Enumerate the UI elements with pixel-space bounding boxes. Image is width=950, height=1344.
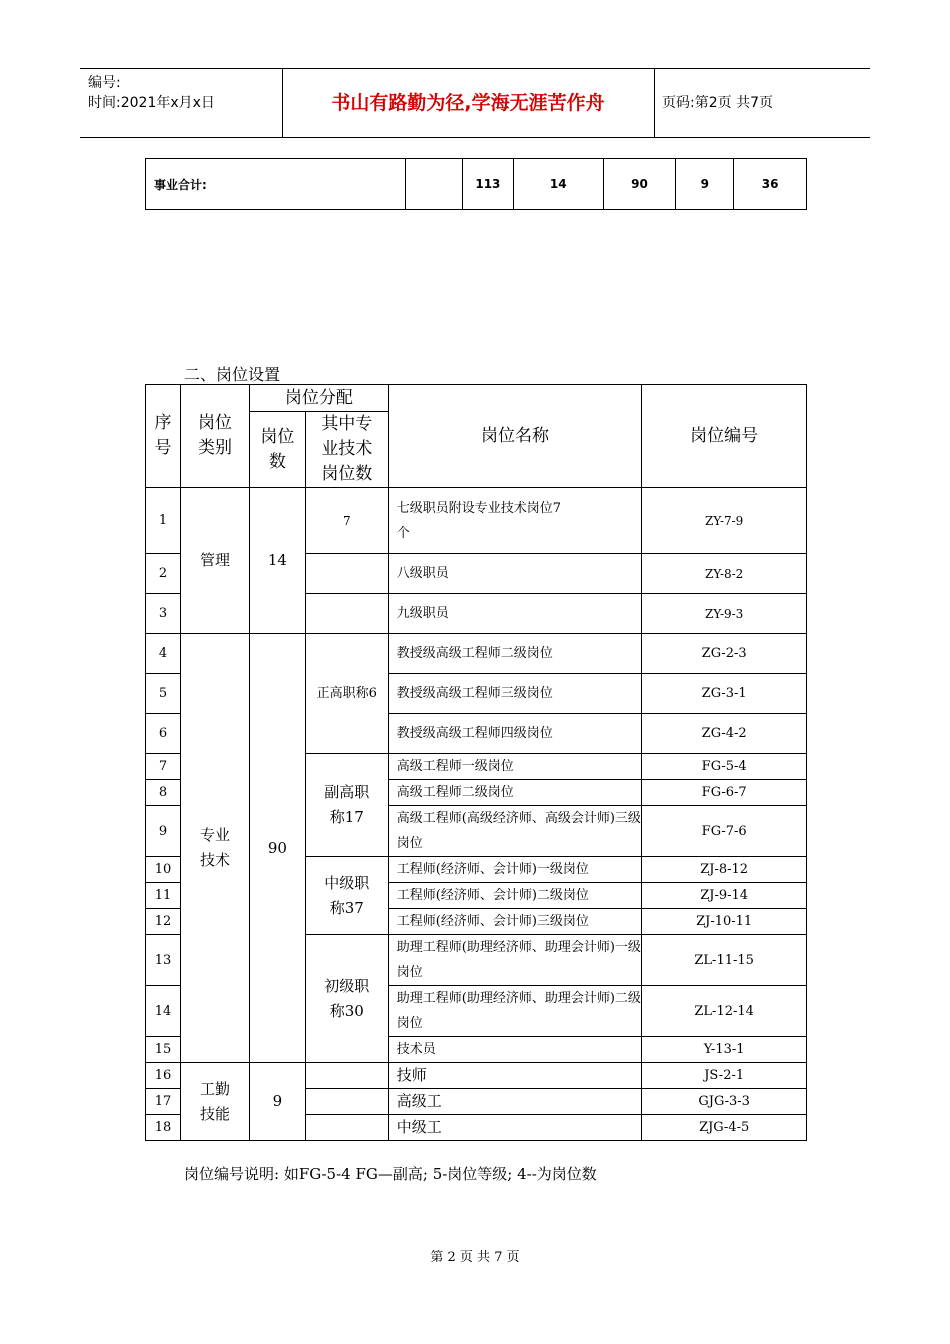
row-name: 技术员	[388, 1037, 642, 1063]
row-name: 工程师(经济师、会计师)一级岗位	[388, 857, 642, 883]
row-seq: 6	[146, 714, 181, 754]
row-code: ZJ-8-12	[642, 857, 807, 883]
row-seq: 3	[146, 594, 181, 634]
row-name: 中级工	[388, 1115, 642, 1141]
row-code: ZY-7-9	[642, 488, 807, 554]
row-seq: 7	[146, 754, 181, 780]
row-code: Y-13-1	[642, 1037, 807, 1063]
row-name: 高级工	[388, 1089, 642, 1115]
row-name: 教授级高级工程师四级岗位	[388, 714, 642, 754]
row-code: FG-6-7	[642, 780, 807, 806]
count-cell: 14	[249, 488, 305, 634]
table-header-row	[146, 385, 807, 412]
summary-cell: 90	[603, 159, 676, 210]
subgroup-cell	[305, 594, 388, 634]
header-meta	[88, 73, 215, 113]
page-header	[80, 68, 870, 138]
count-cell: 9	[249, 1063, 305, 1141]
row-name: 教授级高级工程师二级岗位	[388, 634, 642, 674]
row-seq: 10	[146, 857, 181, 883]
header-allocation: 岗位分配	[249, 385, 388, 412]
row-name: 高级工程师一级岗位	[388, 754, 642, 780]
row-name: 助理工程师(助理经济师、助理会计师)二级岗位	[388, 986, 642, 1037]
table-row	[146, 634, 807, 674]
row-code: ZG-2-3	[642, 634, 807, 674]
row-seq: 18	[146, 1115, 181, 1141]
count-cell: 90	[249, 634, 305, 1063]
row-name: 高级工程师(高级经济师、高级会计师)三级岗位	[388, 806, 642, 857]
row-seq: 9	[146, 806, 181, 857]
row-name: 七级职员附设专业技术岗位7个	[388, 488, 642, 554]
row-code: ZG-4-2	[642, 714, 807, 754]
summary-cell: 9	[676, 159, 734, 210]
row-seq: 14	[146, 986, 181, 1037]
row-seq: 17	[146, 1089, 181, 1115]
row-seq: 13	[146, 935, 181, 986]
row-seq: 8	[146, 780, 181, 806]
row-name: 技师	[388, 1063, 642, 1089]
summary-label: 事业合计:	[146, 159, 406, 210]
header-seq: 序号	[146, 385, 181, 488]
category-cell: 工勤技能	[180, 1063, 249, 1141]
row-code: JS-2-1	[642, 1063, 807, 1089]
section-title: 二、岗位设置	[184, 365, 281, 384]
row-code: ZJG-4-5	[642, 1115, 807, 1141]
summary-cell	[406, 159, 463, 210]
row-name: 助理工程师(助理经济师、助理会计师)一级岗位	[388, 935, 642, 986]
header-divider	[654, 69, 655, 137]
row-code: ZL-11-15	[642, 935, 807, 986]
subgroup-cell: 初级职称30	[305, 935, 388, 1063]
subgroup-cell	[305, 1089, 388, 1115]
header-category: 岗位类别	[180, 385, 249, 488]
row-seq: 4	[146, 634, 181, 674]
row-code: ZY-8-2	[642, 554, 807, 594]
page-footer: 第 2 页 共 7 页	[430, 1250, 520, 1265]
subgroup-cell	[305, 1063, 388, 1089]
row-name: 八级职员	[388, 554, 642, 594]
header-tech-count: 其中专业技术岗位数	[305, 412, 388, 488]
row-seq: 2	[146, 554, 181, 594]
row-code: ZG-3-1	[642, 674, 807, 714]
row-code: ZJ-10-11	[642, 909, 807, 935]
header-name: 岗位名称	[388, 385, 642, 488]
summary-table	[145, 158, 807, 210]
row-code: GJG-3-3	[642, 1089, 807, 1115]
row-code: ZL-12-14	[642, 986, 807, 1037]
row-seq: 11	[146, 883, 181, 909]
row-name: 教授级高级工程师三级岗位	[388, 674, 642, 714]
summary-cell: 14	[513, 159, 603, 210]
row-name: 工程师(经济师、会计师)二级岗位	[388, 883, 642, 909]
header-count: 岗位数	[249, 412, 305, 488]
subgroup-cell: 副高职称17	[305, 754, 388, 857]
summary-cell: 36	[734, 159, 807, 210]
summary-row	[146, 159, 807, 210]
row-code: ZY-9-3	[642, 594, 807, 634]
row-seq: 16	[146, 1063, 181, 1089]
row-name: 工程师(经济师、会计师)三级岗位	[388, 909, 642, 935]
row-seq: 15	[146, 1037, 181, 1063]
row-name: 高级工程师二级岗位	[388, 780, 642, 806]
row-seq: 5	[146, 674, 181, 714]
header-code: 岗位编号	[642, 385, 807, 488]
row-name: 九级职员	[388, 594, 642, 634]
post-table	[145, 384, 807, 1141]
table-row	[146, 488, 807, 554]
category-cell: 管理	[180, 488, 249, 634]
document-number-label: 编号:	[88, 75, 121, 91]
subgroup-cell	[305, 554, 388, 594]
document-time-label: 时间:2021年x月x日	[88, 95, 215, 111]
header-page-label: 页码:第2页 共7页	[662, 95, 773, 111]
row-code: FG-5-4	[642, 754, 807, 780]
row-seq: 12	[146, 909, 181, 935]
row-code: FG-7-6	[642, 806, 807, 857]
subgroup-cell: 7	[305, 488, 388, 554]
row-seq: 1	[146, 488, 181, 554]
code-explanation-note: 岗位编号说明: 如FG-5-4 FG—副高; 5-岗位等级; 4--为岗位数	[184, 1165, 597, 1183]
subgroup-cell: 中级职称37	[305, 857, 388, 935]
header-motto: 书山有路勤为径,学海无涯苦作舟	[331, 92, 605, 114]
subgroup-cell	[305, 1115, 388, 1141]
subgroup-cell: 正高职称6	[305, 634, 388, 754]
table-row	[146, 1063, 807, 1089]
category-cell: 专业技术	[180, 634, 249, 1063]
summary-cell: 113	[462, 159, 513, 210]
row-code: ZJ-9-14	[642, 883, 807, 909]
